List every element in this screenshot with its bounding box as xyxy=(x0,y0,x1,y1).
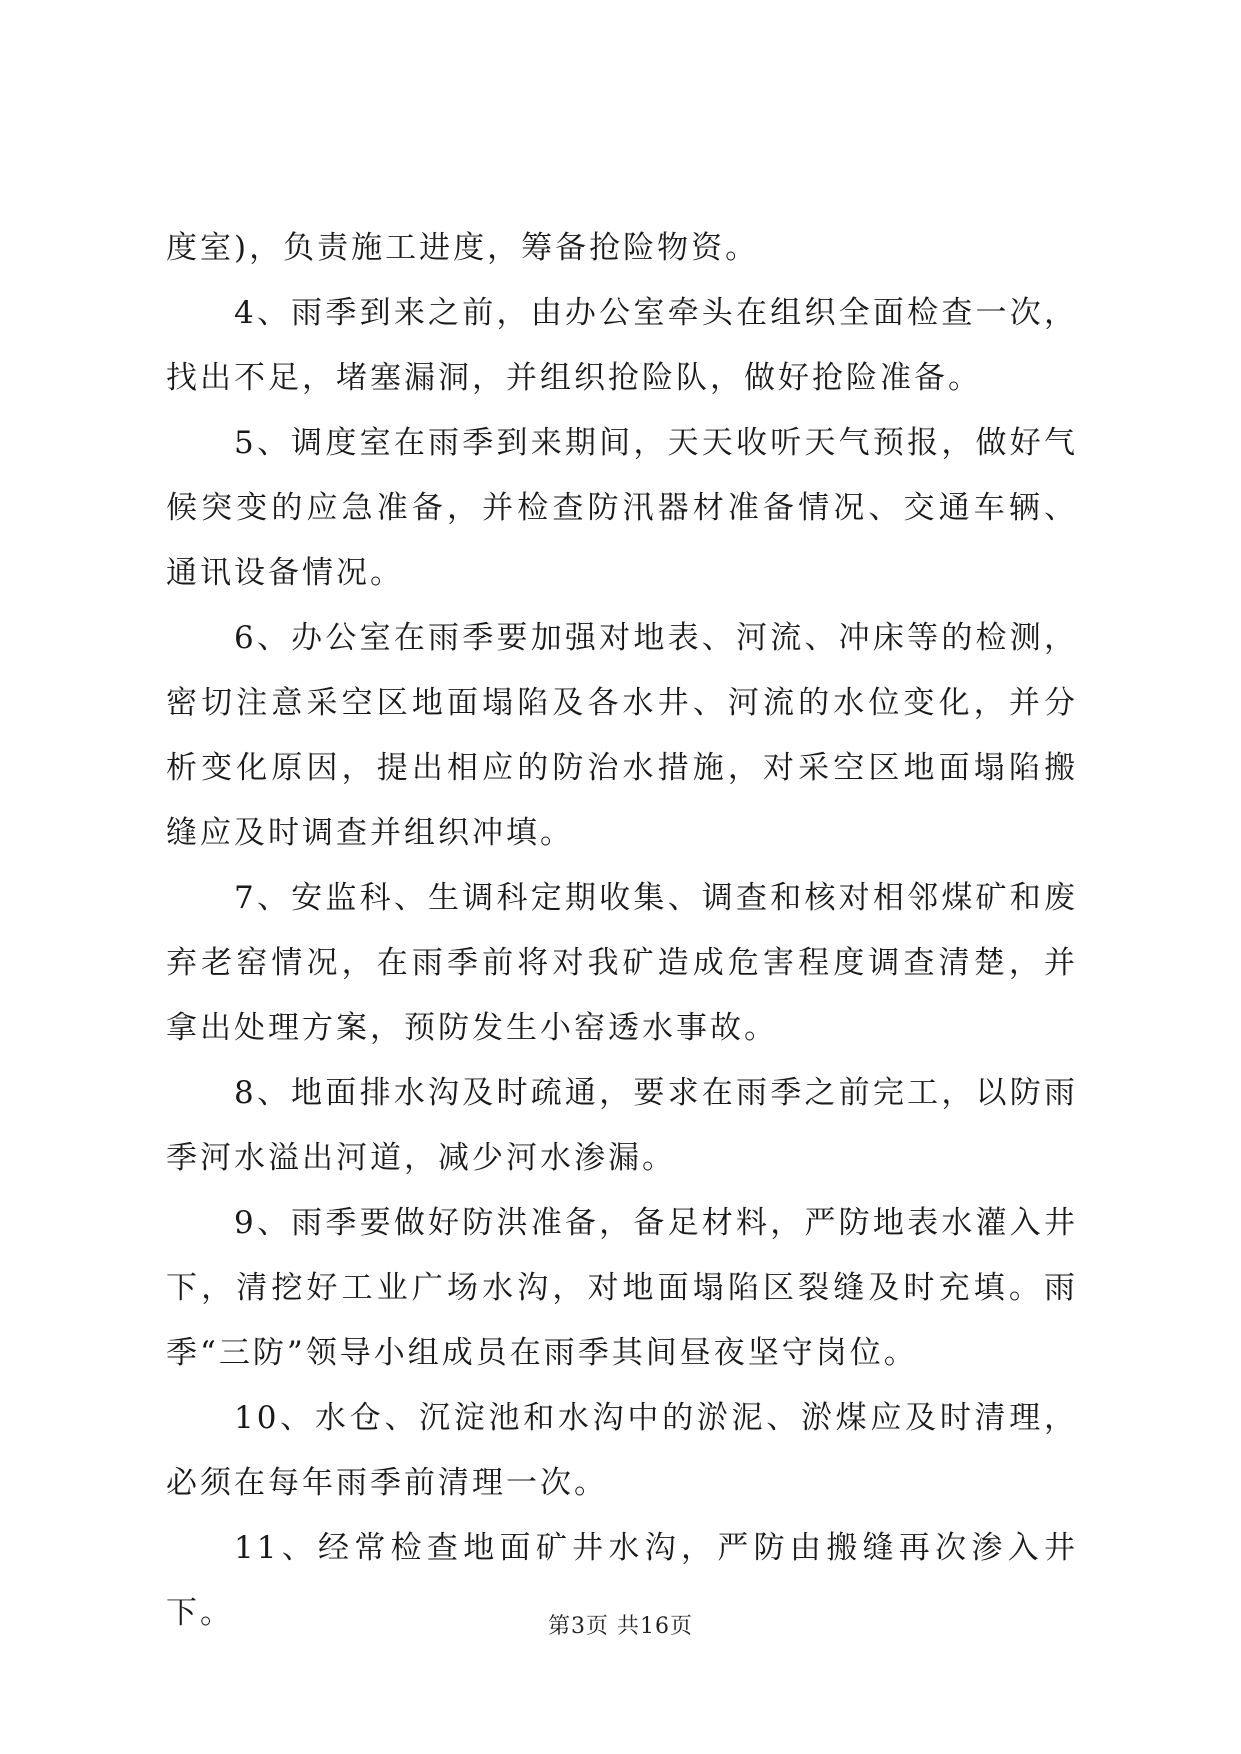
paragraph-item-7: 7、安监科、生调科定期收集、调查和核对相邻煤矿和废弃老窑情况，在雨季前将对我矿造成危害程度调查清楚，并拿出处理方案，预防发生小窑透水事故。 xyxy=(166,880,1078,1046)
paragraph-item-8: 8、地面排水沟及时疏通，要求在雨季之前完工，以防雨季河水溢出河道，减少河水渗漏。 xyxy=(166,1075,1078,1176)
paragraph-item-5: 5、调度室在雨季到来期间，天天收听天气预报，做好气候突变的应急准备，并检查防汛器材准备情况、交通车辆、通讯设备情况。 xyxy=(166,425,1078,591)
paragraph-item-4: 4、雨季到来之前，由办公室牵头在组织全面检查一次，找出不足，堵塞漏洞，并组织抢险队，做好抢险准备。 xyxy=(166,295,1078,396)
paragraph-item-6: 6、办公室在雨季要加强对地表、河流、冲床等的检测，密切注意采空区地面塌陷及各水井、河流的水位变化，并分析变化原因，提出相应的防治水措施，对采空区地面塌陷搬缝应及时调查并组织冲填。 xyxy=(166,620,1078,851)
paragraph-item-10: 10、水仓、沉淀池和水沟中的淤泥、淤煤应及时清理，必须在每年雨季前清理一次。 xyxy=(166,1400,1078,1501)
paragraph-continuation: 度室)，负责施工进度，筹备抢险物资。 xyxy=(166,230,760,266)
paragraph-item-9: 9、雨季要做好防洪准备，备足材料，严防地表水灌入井下，清挖好工业广场水沟，对地面塌陷区裂缝及时充填。雨季“三防”领导小组成员在雨季其间昼夜坚守岗位。 xyxy=(166,1205,1078,1371)
paragraph-item-11: 11、经常检查地面矿井水沟，严防由搬缝再次渗入井下。 xyxy=(166,1530,1078,1631)
document-body xyxy=(166,216,1078,1646)
page-footer: 第3页 共16页 xyxy=(548,1614,693,1639)
